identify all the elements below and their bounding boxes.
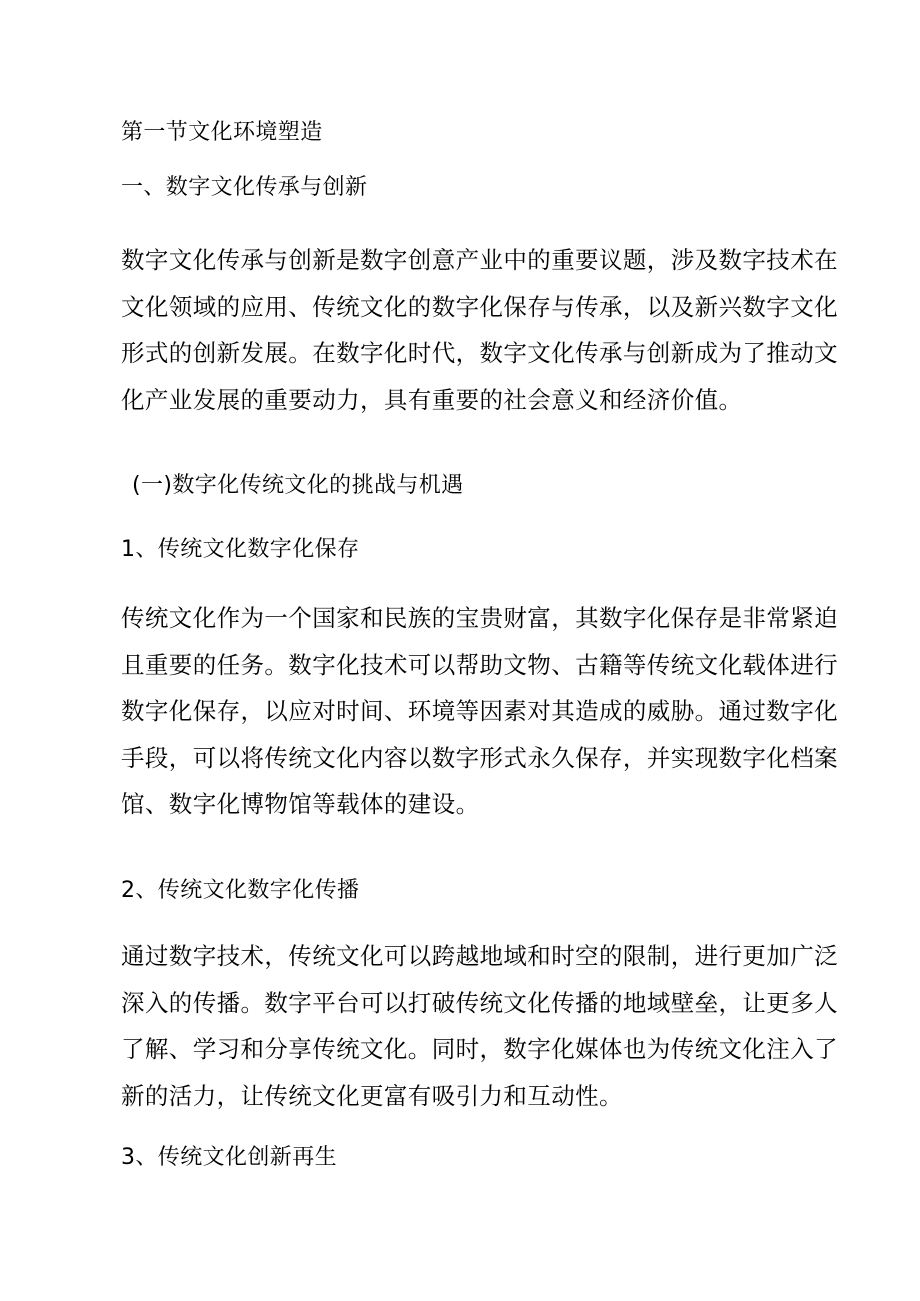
heading-digital-culture: 一、数字文化传承与创新 xyxy=(121,175,368,200)
item-dissemination-title: 2、传统文化数字化传播 xyxy=(121,878,360,903)
section-title: 第一节文化环境塑造 xyxy=(121,120,323,145)
paragraph-preservation: 传统文化作为一个国家和民族的宝贵财富，其数字化保存是非常紧迫且重要的任务。数字化技术可以帮助文物、古籍等传统文化载体进行数字化保存，以应对时间、环境等因素对其造成的威胁。通过数字化手段，可以将传统文化内容以数字形式永久保存，并实现数字化档案馆、数字化博物馆等载体的建设。 xyxy=(121,604,838,818)
paragraph-dissemination: 通过数字技术，传统文化可以跨越地域和时空的限制，进行更加广泛深入的传播。数字平台可以打破传统文化传播的地域壁垒，让更多人了解、学习和分享传统文化。同时，数字化媒体也为传统文化注入了新的活力，让传统文化更富有吸引力和互动性。 xyxy=(121,942,838,1110)
item-preservation-title: 1、传统文化数字化保存 xyxy=(121,537,360,562)
paragraph-intro: 数字文化传承与创新是数字创意产业中的重要议题，涉及数字技术在文化领域的应用、传统文化的数字化保存与传承，以及新兴数字文化形式的创新发展。在数字化时代，数字文化传承与创新成为了推动文化产业发展的重要动力，具有重要的社会意义和经济价值。 xyxy=(121,246,838,414)
item-innovation-title: 3、传统文化创新再生 xyxy=(121,1145,337,1170)
subheading-challenges: (一)数字化传统文化的挑战与机遇 xyxy=(132,473,464,498)
